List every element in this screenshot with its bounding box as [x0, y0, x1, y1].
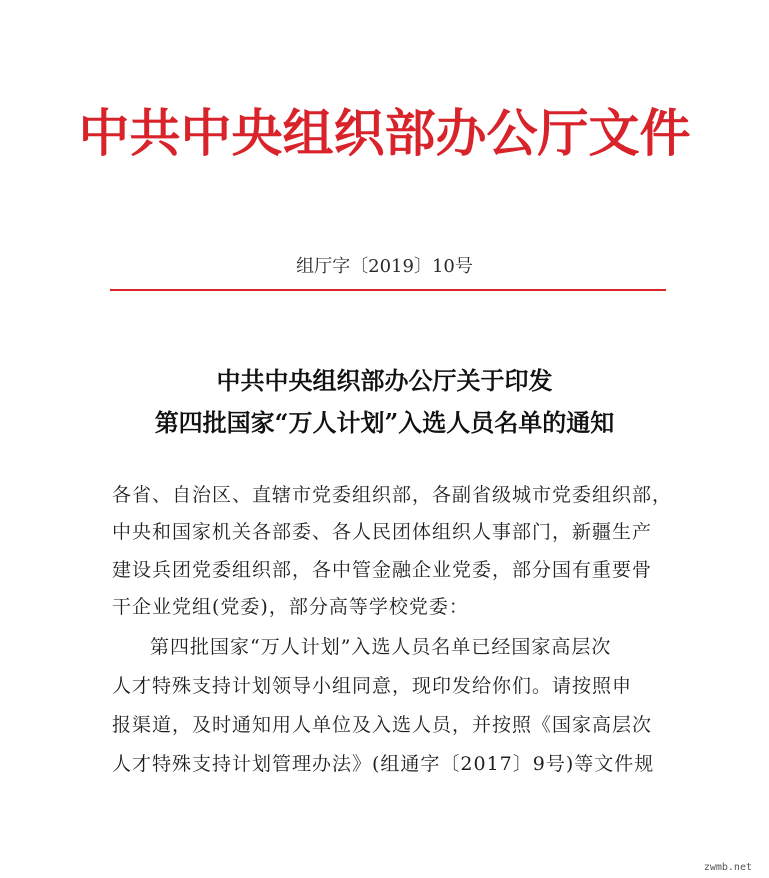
body-line-paragraph-3: 报渠道，及时通知用人单位及入选人员，并按照《国家高层次	[112, 714, 653, 736]
document-title-line-2: 第四批国家“万人计划”入选人员名单的通知	[154, 408, 615, 437]
body-line-addressees-2: 中央和国家机关各部委、各人民团体组织人事部门，新疆生产	[112, 521, 653, 543]
body-line-addressees-1: 各省、自治区、直辖市党委组织部，各副省级城市党委组织部，	[112, 484, 673, 506]
site-watermark: zwmb.net	[701, 861, 755, 874]
body-line-addressees-3: 建设兵团党委组织部，各中管金融企业党委，部分国有重要骨	[112, 559, 653, 581]
document-masthead: 中共中央组织部办公厅文件	[78, 104, 691, 164]
body-line-paragraph-4: 人才特殊支持计划管理办法》(组通字〔2017〕9号)等文件规	[112, 753, 655, 775]
document-number: 组厅字〔2019〕10号	[296, 256, 473, 277]
red-divider	[110, 289, 666, 291]
document-title-line-1: 中共中央组织部办公厅关于印发	[216, 366, 553, 395]
body-line-paragraph-1: 第四批国家“万人计划”入选人员名单已经国家高层次	[150, 636, 612, 658]
body-line-paragraph-2: 人才特殊支持计划领导小组同意，现印发给你们。请按照申	[112, 675, 633, 697]
body-line-addressees-4: 干企业党组(党委)，部分高等学校党委：	[112, 596, 469, 618]
